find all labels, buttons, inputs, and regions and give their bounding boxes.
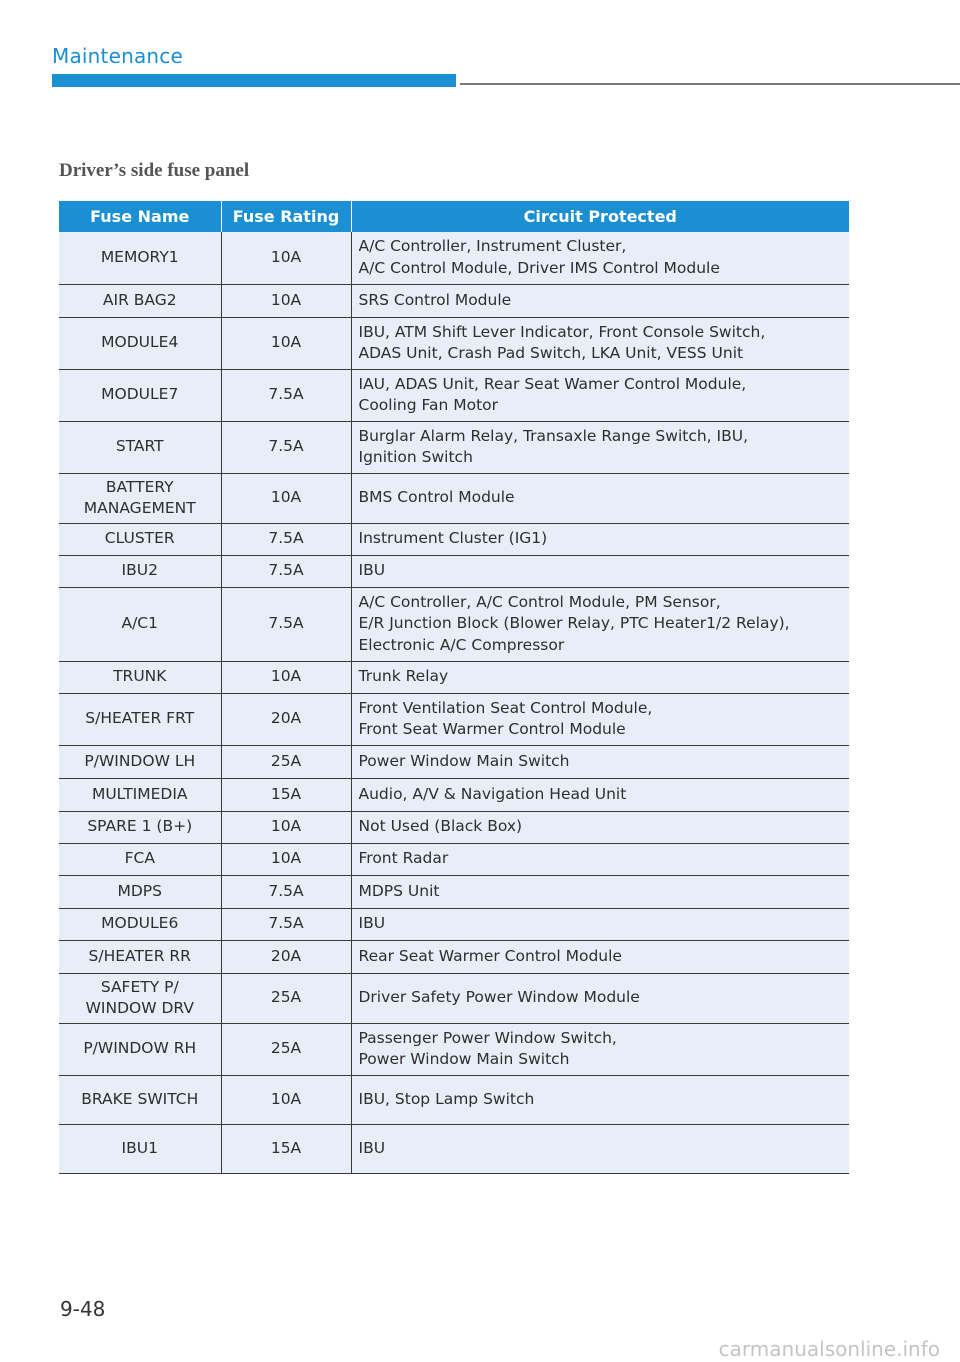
- table-row: [59, 973, 849, 1023]
- circuit-protected-cell: Power Window Main Switch: [351, 745, 849, 778]
- circuit-protected-cell: A/C Controller, A/C Control Module, PM Sensor, E/R Junction Block (Blower Relay, PTC Heater1/2 Relay), Electronic A/C Compressor: [351, 587, 849, 661]
- fuse-name-cell: BRAKE SWITCH: [59, 1075, 221, 1124]
- fuse-rating-cell: 10A: [221, 317, 351, 369]
- circuit-protected-cell: Rear Seat Warmer Control Module: [351, 940, 849, 973]
- table-row: [59, 1075, 849, 1124]
- table-row: [59, 811, 849, 843]
- table-row: [59, 369, 849, 421]
- circuit-protected-cell: MDPS Unit: [351, 875, 849, 908]
- fuse-rating-cell: 10A: [221, 232, 351, 284]
- circuit-protected-cell: IBU: [351, 908, 849, 940]
- fuse-name-cell: S/HEATER FRT: [59, 693, 221, 745]
- circuit-protected-cell: Passenger Power Window Switch, Power Window Main Switch: [351, 1023, 849, 1075]
- fuse-rating-cell: 7.5A: [221, 875, 351, 908]
- fuse-rating-cell: 7.5A: [221, 555, 351, 587]
- fuse-name-cell: MODULE7: [59, 369, 221, 421]
- fuse-name-cell: BATTERY MANAGEMENT: [59, 473, 221, 523]
- table-row: [59, 693, 849, 745]
- fuse-name-cell: MODULE4: [59, 317, 221, 369]
- fuse-name-cell: SPARE 1 (B+): [59, 811, 221, 843]
- circuit-protected-cell: IAU, ADAS Unit, Rear Seat Wamer Control Module, Cooling Fan Motor: [351, 369, 849, 421]
- circuit-protected-cell: Driver Safety Power Window Module: [351, 973, 849, 1023]
- fuse-name-cell: S/HEATER RR: [59, 940, 221, 973]
- column-header-fuse-rating: Fuse Rating: [221, 201, 351, 232]
- circuit-protected-cell: IBU, Stop Lamp Switch: [351, 1075, 849, 1124]
- fuse-name-cell: MODULE6: [59, 908, 221, 940]
- table-row: [59, 317, 849, 369]
- table-row: [59, 940, 849, 973]
- table-row: [59, 421, 849, 473]
- circuit-protected-cell: BMS Control Module: [351, 473, 849, 523]
- circuit-protected-cell: Audio, A/V & Navigation Head Unit: [351, 778, 849, 811]
- page-number: 9-48: [60, 1297, 106, 1321]
- table-row: [59, 661, 849, 693]
- header-rule: [460, 83, 960, 85]
- fuse-rating-cell: 10A: [221, 1075, 351, 1124]
- table-row: [59, 555, 849, 587]
- circuit-protected-cell: Not Used (Black Box): [351, 811, 849, 843]
- table-row: [59, 1124, 849, 1173]
- fuse-name-cell: A/C1: [59, 587, 221, 661]
- fuse-name-cell: MEMORY1: [59, 232, 221, 284]
- table-row: [59, 473, 849, 523]
- table-row: [59, 523, 849, 555]
- table-row: [59, 1023, 849, 1075]
- page-title: Driver’s side fuse panel: [59, 160, 250, 181]
- fuse-rating-cell: 15A: [221, 1124, 351, 1173]
- table-row: [59, 587, 849, 661]
- fuse-rating-cell: 7.5A: [221, 421, 351, 473]
- fuse-table: [59, 201, 849, 1174]
- circuit-protected-cell: Front Ventilation Seat Control Module, Front Seat Warmer Control Module: [351, 693, 849, 745]
- circuit-protected-cell: Burglar Alarm Relay, Transaxle Range Switch, IBU, Ignition Switch: [351, 421, 849, 473]
- circuit-protected-cell: Instrument Cluster (IG1): [351, 523, 849, 555]
- section-header: Maintenance: [52, 44, 183, 68]
- fuse-name-cell: MULTIMEDIA: [59, 778, 221, 811]
- fuse-rating-cell: 7.5A: [221, 523, 351, 555]
- fuse-rating-cell: 10A: [221, 661, 351, 693]
- circuit-protected-cell: Trunk Relay: [351, 661, 849, 693]
- column-header-circuit-protected: Circuit Protected: [351, 201, 849, 232]
- fuse-rating-cell: 7.5A: [221, 369, 351, 421]
- fuse-rating-cell: 25A: [221, 973, 351, 1023]
- fuse-name-cell: CLUSTER: [59, 523, 221, 555]
- fuse-name-cell: SAFETY P/ WINDOW DRV: [59, 973, 221, 1023]
- fuse-name-cell: START: [59, 421, 221, 473]
- fuse-rating-cell: 10A: [221, 473, 351, 523]
- fuse-rating-cell: 25A: [221, 745, 351, 778]
- fuse-rating-cell: 10A: [221, 284, 351, 317]
- fuse-name-cell: FCA: [59, 843, 221, 875]
- fuse-name-cell: IBU1: [59, 1124, 221, 1173]
- column-header-fuse-name: Fuse Name: [59, 201, 221, 232]
- fuse-name-cell: AIR BAG2: [59, 284, 221, 317]
- fuse-rating-cell: 7.5A: [221, 587, 351, 661]
- fuse-rating-cell: 7.5A: [221, 908, 351, 940]
- fuse-rating-cell: 20A: [221, 940, 351, 973]
- table-row: [59, 284, 849, 317]
- fuse-rating-cell: 10A: [221, 811, 351, 843]
- table-row: [59, 908, 849, 940]
- circuit-protected-cell: IBU, ATM Shift Lever Indicator, Front Console Switch, ADAS Unit, Crash Pad Switch, LKA Unit, VESS Unit: [351, 317, 849, 369]
- fuse-rating-cell: 15A: [221, 778, 351, 811]
- fuse-rating-cell: 25A: [221, 1023, 351, 1075]
- table-body: [59, 232, 849, 1173]
- fuse-name-cell: TRUNK: [59, 661, 221, 693]
- table-row: [59, 778, 849, 811]
- circuit-protected-cell: IBU: [351, 1124, 849, 1173]
- table-row: [59, 843, 849, 875]
- fuse-name-cell: P/WINDOW LH: [59, 745, 221, 778]
- fuse-name-cell: P/WINDOW RH: [59, 1023, 221, 1075]
- fuse-name-cell: MDPS: [59, 875, 221, 908]
- table-header-row: [59, 201, 849, 232]
- table-row: [59, 232, 849, 284]
- fuse-rating-cell: 20A: [221, 693, 351, 745]
- table-row: [59, 745, 849, 778]
- table-row: [59, 875, 849, 908]
- header-accent-bar: [52, 74, 456, 87]
- watermark: carmanualsonline.info: [718, 1337, 940, 1361]
- fuse-name-cell: IBU2: [59, 555, 221, 587]
- fuse-rating-cell: 10A: [221, 843, 351, 875]
- circuit-protected-cell: A/C Controller, Instrument Cluster, A/C Control Module, Driver IMS Control Module: [351, 232, 849, 284]
- circuit-protected-cell: Front Radar: [351, 843, 849, 875]
- circuit-protected-cell: SRS Control Module: [351, 284, 849, 317]
- circuit-protected-cell: IBU: [351, 555, 849, 587]
